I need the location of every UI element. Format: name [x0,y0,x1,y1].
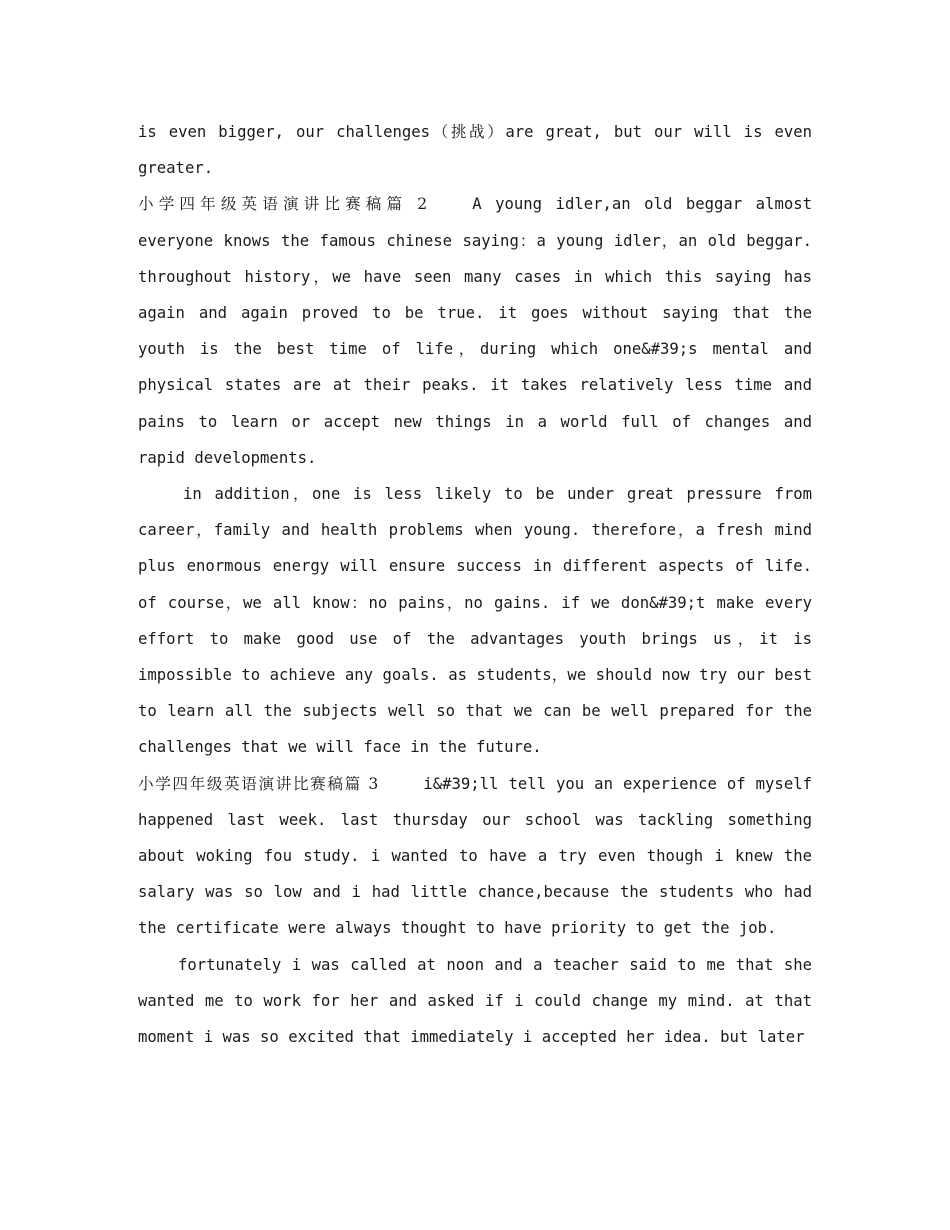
paragraph-fortunately [138,947,812,1056]
paragraph-text: A young idler,an old beggar almost everyone knows the famous chinese saying：a young idler，an old beggar. throughout history，we have seen many cases in which this saying has again and again proved to be true. it goes without saying that the youth is the best time of life，during which one&#39;s mental and physical states are at their peaks. it takes relatively less time and pains to learn or accept new things in a world full of changes and rapid developments. [138,195,812,467]
paragraph-text: i&#39;ll tell you an experience of myself happened last week. last thursday our school was tackling something about woking fou study. i wanted to have a try even though i knew the salary was so low and i had little chance,because the students who had the certificate were always thought to have priority to get the job. [138,774,812,938]
document-body [138,114,812,1055]
paragraph-continuation [138,114,812,186]
section-heading-speech-3: 小学四年级英语演讲比赛稿篇 3 [138,774,380,793]
section-heading-speech-2: 小学四年级英语演讲比赛稿篇 2 [138,195,429,214]
paragraph-speech-2 [138,186,812,476]
paragraph-speech-3 [138,766,812,947]
paragraph-in-addition [138,476,812,766]
paragraph-text: is even bigger, our challenges（挑战）are great, but our will is even greater. [138,123,812,178]
paragraph-text: in addition，one is less likely to be under great pressure from career，family and health problems when young. therefore，a fresh mind plus enormous energy will ensure success in different aspects of life. of course，we all know：no pains，no gains. if we don&#39;t make every effort to make good use of the advantages youth brings us，it is impossible to achieve any goals. as students，we should now try our best to learn all the subjects well so that we can be well prepared for the challenges that we will face in the future. [138,485,812,757]
paragraph-text: fortunately i was called at noon and a teacher said to me that she wanted me to work for her and asked if i could change my mind. at that moment i was so excited that immediately i accepted her idea. but later [138,955,812,1047]
